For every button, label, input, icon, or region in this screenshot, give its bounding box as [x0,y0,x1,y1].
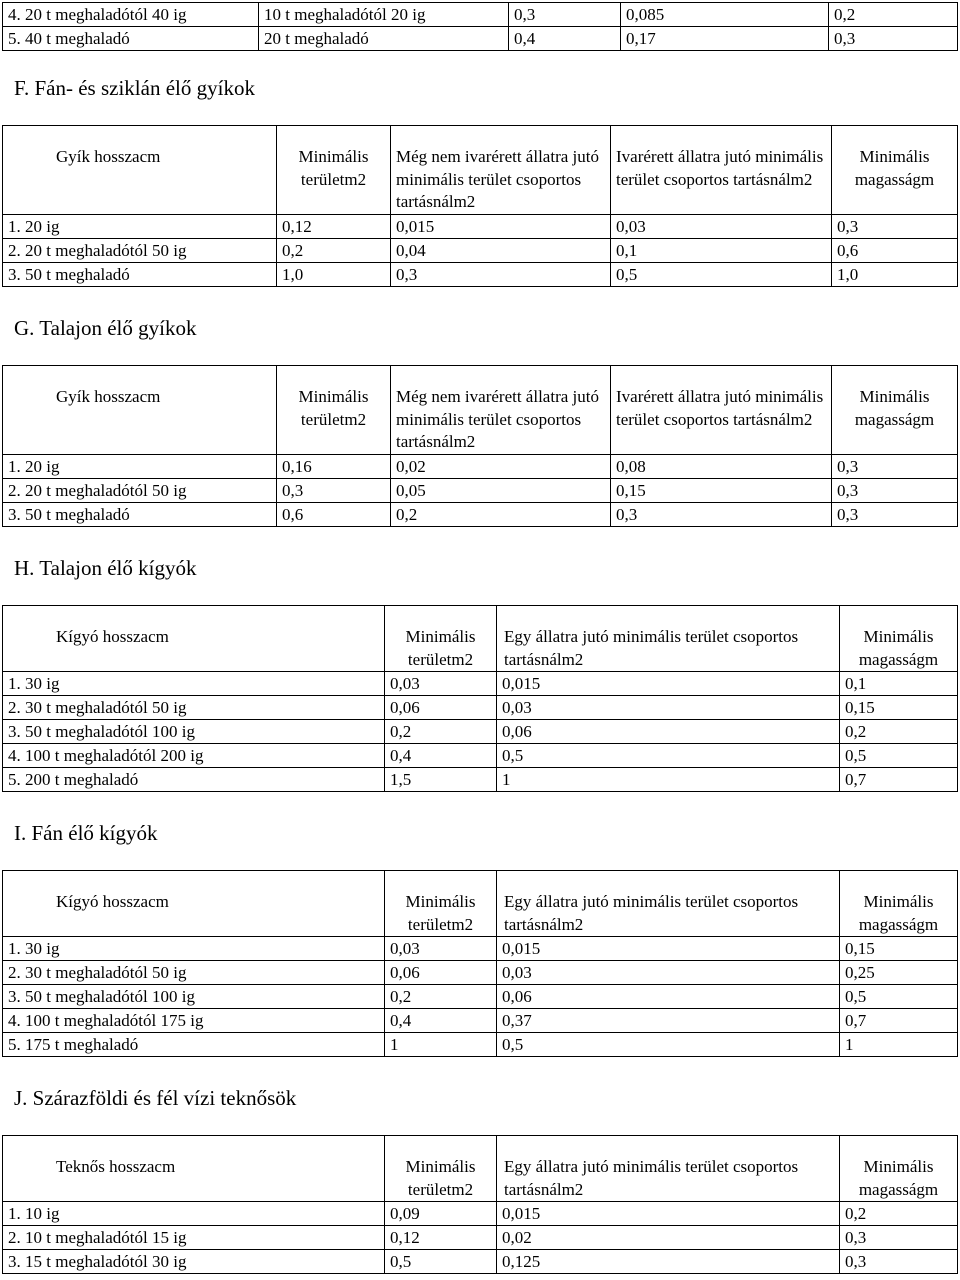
cell: 0,03 [385,672,497,696]
cell: 3. 50 t meghaladó [3,262,277,286]
cell: 0,015 [497,1202,840,1226]
cell: 0,03 [497,961,840,985]
cell: 0,3 [832,454,958,478]
cell: 0,2 [840,720,958,744]
cell: 0,02 [391,454,611,478]
header-text: Még nem ivarérett állatra jutó minimális terület csoportos tartásnálm2 [396,387,599,451]
cell: 0,1 [611,238,832,262]
cell: 0,17 [621,27,829,51]
header-text: Teknős hosszacm [56,1157,176,1176]
table-row [3,1226,958,1250]
table-row [3,961,958,985]
cell: 1. 10 ig [3,1202,385,1226]
cell: 0,02 [497,1226,840,1250]
table-f [2,125,958,287]
cell: 0,25 [840,961,958,985]
header-cell [497,871,840,937]
header-cell [385,871,497,937]
cell: 1,0 [832,262,958,286]
table-row [3,454,958,478]
table-row [3,1250,958,1274]
cell: 0,4 [509,27,621,51]
cell: 0,2 [277,238,391,262]
cell: 2. 30 t meghaladótól 50 ig [3,696,385,720]
cell: 2. 30 t meghaladótól 50 ig [3,961,385,985]
cell: 0,1 [840,672,958,696]
cell: 0,08 [611,454,832,478]
cell: 0,04 [391,238,611,262]
top-continuation-table [2,2,958,51]
header-cell [385,1136,497,1202]
cell: 0,03 [385,937,497,961]
header-cell [277,366,391,455]
header-text: Ivarérett állatra jutó minimális terület csoportos tartásnálm2 [616,387,824,429]
table-header-row [3,1136,958,1202]
header-cell [3,606,385,672]
header-cell [3,1136,385,1202]
table-h [2,605,958,792]
cell: 0,16 [277,454,391,478]
cell: 1 [385,1033,497,1057]
cell: 20 t meghaladó [259,27,509,51]
table-row [3,27,958,51]
cell: 0,6 [277,502,391,526]
cell: 2. 20 t meghaladótól 50 ig [3,478,277,502]
cell: 0,7 [840,768,958,792]
cell: 1 [840,1033,958,1057]
cell: 0,3 [832,478,958,502]
table-row [3,720,958,744]
table-row [3,744,958,768]
cell: 0,3 [829,27,958,51]
table-header-row [3,871,958,937]
section-title: H. Talajon élő kígyók [14,556,197,580]
table-g [2,365,958,527]
header-text: Minimális magasságm [854,387,935,429]
cell: 0,015 [497,672,840,696]
header-text: Minimális magasságm [858,1157,939,1199]
cell: 0,09 [385,1202,497,1226]
cell: 0,2 [385,985,497,1009]
header-text: Minimális magasságm [858,627,939,669]
header-cell [3,126,277,215]
table-row [3,696,958,720]
cell: 0,15 [611,478,832,502]
cell: 0,4 [385,1009,497,1033]
cell: 0,12 [385,1226,497,1250]
header-text: Egy állatra jutó minimális terület csoportos tartásnálm2 [504,627,799,669]
cell: 0,15 [840,937,958,961]
table-row [3,214,958,238]
cell: 1. 20 ig [3,454,277,478]
cell: 2. 10 t meghaladótól 15 ig [3,1226,385,1250]
cell: 0,2 [385,720,497,744]
cell: 0,015 [497,937,840,961]
cell: 1. 20 ig [3,214,277,238]
table-row [3,768,958,792]
header-text: Minimális magasságm [858,892,939,934]
header-text: Minimális területm2 [405,892,476,934]
header-text: Még nem ivarérett állatra jutó minimális terület csoportos tartásnálm2 [396,147,599,211]
cell: 1,5 [385,768,497,792]
cell: 2. 20 t meghaladótól 50 ig [3,238,277,262]
header-cell [3,366,277,455]
cell: 0,4 [385,744,497,768]
header-cell [840,871,958,937]
cell: 0,3 [611,502,832,526]
header-cell [277,126,391,215]
header-cell [840,606,958,672]
header-text: Egy állatra jutó minimális terület csoportos tartásnálm2 [504,1157,799,1199]
cell: 0,5 [385,1250,497,1274]
cell: 0,06 [497,985,840,1009]
cell: 0,06 [385,961,497,985]
table-row [3,238,958,262]
cell: 1 [497,768,840,792]
cell: 4. 100 t meghaladótól 175 ig [3,1009,385,1033]
cell: 0,3 [840,1226,958,1250]
header-text: Minimális területm2 [298,387,369,429]
cell: 0,3 [509,3,621,27]
cell: 0,5 [840,985,958,1009]
cell: 0,5 [611,262,832,286]
cell: 0,2 [391,502,611,526]
header-text: Minimális területm2 [405,1157,476,1199]
header-cell [3,871,385,937]
cell: 1. 30 ig [3,672,385,696]
table-row [3,262,958,286]
table-row [3,937,958,961]
table-i [2,870,958,1057]
table-row [3,1009,958,1033]
cell: 0,5 [497,744,840,768]
header-text: Ivarérett állatra jutó minimális terület csoportos tartásnálm2 [616,147,824,189]
cell: 0,3 [277,478,391,502]
cell: 0,2 [840,1202,958,1226]
header-cell [611,126,832,215]
table-row [3,1202,958,1226]
cell: 5. 175 t meghaladó [3,1033,385,1057]
header-cell [391,126,611,215]
header-cell [611,366,832,455]
header-cell [832,366,958,455]
cell: 0,06 [385,696,497,720]
cell: 3. 50 t meghaladótól 100 ig [3,720,385,744]
header-cell [840,1136,958,1202]
section-title: J. Szárazföldi és fél vízi teknősök [14,1086,297,1110]
header-cell [497,606,840,672]
table-row [3,3,958,27]
header-text: Kígyó hosszacm [56,892,169,911]
cell: 0,03 [497,696,840,720]
cell: 4. 100 t meghaladótól 200 ig [3,744,385,768]
header-text: Minimális magasságm [854,147,935,189]
table-row [3,672,958,696]
header-text: Minimális területm2 [405,627,476,669]
cell: 0,5 [497,1033,840,1057]
cell: 0,05 [391,478,611,502]
cell: 0,3 [840,1250,958,1274]
cell: 0,6 [832,238,958,262]
table-row [3,985,958,1009]
cell: 1. 30 ig [3,937,385,961]
cell: 0,06 [497,720,840,744]
cell: 0,03 [611,214,832,238]
header-text: Kígyó hosszacm [56,627,169,646]
table-row [3,478,958,502]
header-cell [497,1136,840,1202]
cell: 0,37 [497,1009,840,1033]
cell: 0,12 [277,214,391,238]
header-cell [385,606,497,672]
cell: 3. 50 t meghaladó [3,502,277,526]
cell: 0,085 [621,3,829,27]
cell: 0,015 [391,214,611,238]
table-header-row [3,606,958,672]
cell: 0,3 [391,262,611,286]
cell: 0,2 [829,3,958,27]
header-text: Minimális területm2 [298,147,369,189]
cell: 0,125 [497,1250,840,1274]
cell: 3. 50 t meghaladótól 100 ig [3,985,385,1009]
cell: 4. 20 t meghaladótól 40 ig [3,3,259,27]
table-header-row [3,366,958,455]
cell: 3. 15 t meghaladótól 30 ig [3,1250,385,1274]
header-cell [832,126,958,215]
header-text: Gyík hosszacm [56,147,161,166]
header-text: Gyík hosszacm [56,387,161,406]
table-row [3,502,958,526]
section-title: F. Fán- és sziklán élő gyíkok [14,76,255,100]
cell: 0,7 [840,1009,958,1033]
cell: 5. 200 t meghaladó [3,768,385,792]
cell: 0,5 [840,744,958,768]
cell: 1,0 [277,262,391,286]
header-text: Egy állatra jutó minimális terület csoportos tartásnálm2 [504,892,799,934]
cell: 10 t meghaladótól 20 ig [259,3,509,27]
table-row [3,1033,958,1057]
header-cell [391,366,611,455]
cell: 0,3 [832,502,958,526]
table-j [2,1135,958,1274]
cell: 0,15 [840,696,958,720]
section-title: I. Fán élő kígyók [14,821,158,845]
table-header-row [3,126,958,215]
cell: 0,3 [832,214,958,238]
cell: 5. 40 t meghaladó [3,27,259,51]
section-title: G. Talajon élő gyíkok [14,316,197,340]
